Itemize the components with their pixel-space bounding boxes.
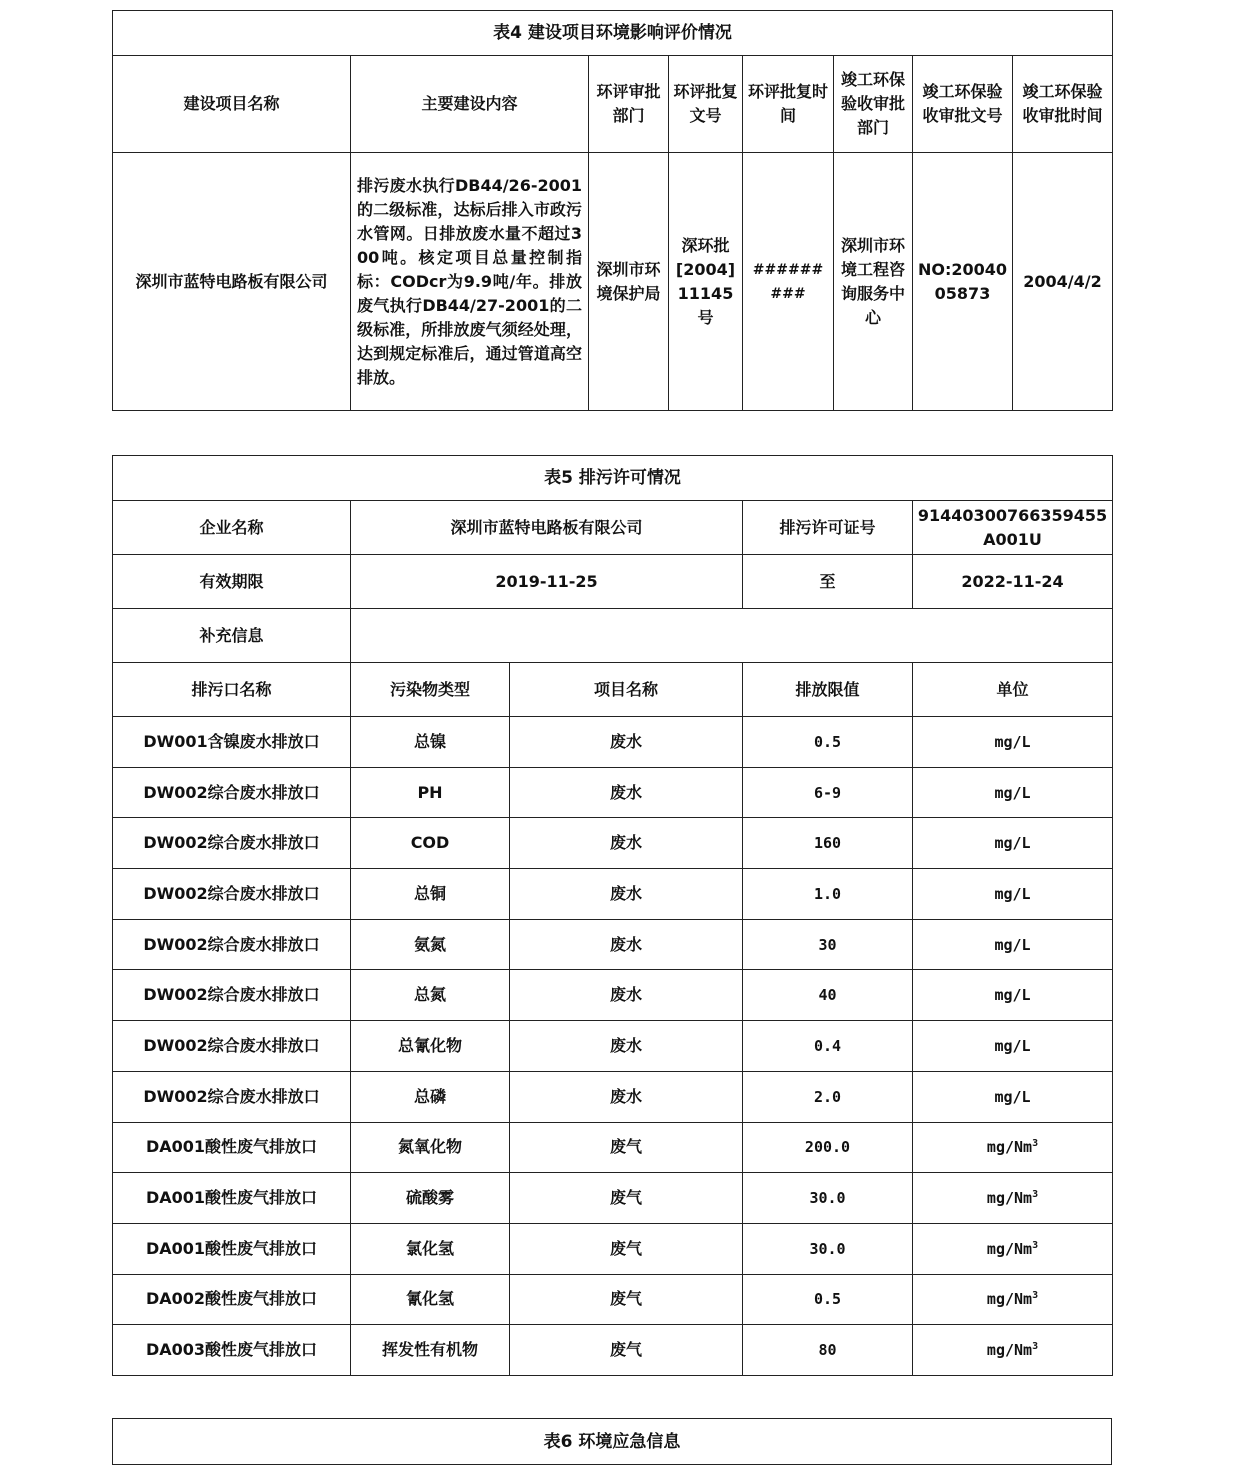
item-name-text: 废水 [609,934,642,954]
header-eia-time: 环评批复时间 [743,56,834,153]
outlet-name [113,1274,351,1325]
emission-limit [743,1021,913,1072]
pollutant-type-text: 氨氮 [413,934,446,954]
acceptance-doc-no: NO:2004005873 [913,153,1013,411]
item-name [510,1274,743,1325]
unit-text: mg/L [994,935,1031,954]
emission-limit [743,1223,913,1274]
unit [913,869,1113,920]
item-name [510,1071,743,1122]
outlet-name [113,1071,351,1122]
emission-limit [743,869,913,920]
outlet-name [113,767,351,818]
unit-superscript: 3 [1032,1239,1039,1251]
pollutant-type [351,1122,510,1173]
table-row [113,970,1113,1021]
unit [913,1173,1113,1224]
header-acceptance-time: 竣工环保验收审批时间 [1013,56,1113,153]
outlet-name [113,1223,351,1274]
item-name [510,1223,743,1274]
outlet-name-text: DA003酸性废气排放口 [145,1340,318,1360]
header-pollutant: 污染物类型 [351,663,510,717]
pollutant-type-text: 氰化氢 [405,1289,454,1309]
item-name [510,1173,743,1224]
item-name [510,869,743,920]
eia-dept: 深圳市环境保护局 [589,153,669,411]
item-name-text: 废气 [609,1238,642,1258]
item-name-text: 废水 [609,782,642,802]
item-name-text: 废气 [609,1137,642,1157]
emission-limit [743,970,913,1021]
unit [913,1071,1113,1122]
item-name-text: 废水 [609,883,642,903]
pollutant-type [351,1274,510,1325]
unit [913,1021,1113,1072]
emission-limit-text: 200.0 [804,1138,851,1157]
table-row [113,818,1113,869]
outlet-name [113,919,351,970]
item-name [510,767,743,818]
item-name-text: 废水 [609,1086,642,1106]
emission-limit [743,1071,913,1122]
unit-text: mg/Nm [986,1138,1033,1157]
outlet-name-text: DA001酸性废气排放口 [145,1137,318,1157]
unit-text: mg/L [994,732,1031,751]
company-name: 深圳市蓝特电路板有限公司 [351,501,743,555]
pollutant-type-text: 硫酸雾 [405,1188,454,1208]
permit-label: 排污许可证号 [743,501,913,555]
unit-text: mg/L [994,884,1031,903]
emission-limit-text: 1.0 [813,884,842,903]
header-unit: 单位 [913,663,1113,717]
outlet-name-text: DA001酸性废气排放口 [145,1188,318,1208]
table-row [113,1021,1113,1072]
company-label: 企业名称 [113,501,351,555]
extra-info-label: 补充信息 [113,609,351,663]
table-row [113,1122,1113,1173]
item-name-text: 废气 [609,1188,642,1208]
to-label: 至 [743,555,913,609]
table-row [113,1325,1113,1376]
eia-time: ######### [743,153,834,411]
outlet-name [113,869,351,920]
extra-info-value [351,609,1113,663]
pollutant-type-text: 总铜 [413,883,446,903]
header-item: 项目名称 [510,663,743,717]
table-row [113,767,1113,818]
acceptance-time: 2004/4/2 [1013,153,1113,411]
item-name-text: 废水 [609,833,642,853]
valid-to: 2022-11-24 [913,555,1113,609]
unit-text: mg/L [994,986,1031,1005]
outlet-name [113,818,351,869]
permit-number: 91440300766359455A001U [913,501,1113,555]
header-outlet: 排污口名称 [113,663,351,717]
outlet-name [113,1021,351,1072]
pollutant-type-text: 总磷 [413,1086,446,1106]
pollutant-type [351,1325,510,1376]
unit-text: mg/Nm [986,1239,1033,1258]
unit [913,1274,1113,1325]
emission-limit-text: 30 [818,935,837,954]
unit [913,970,1113,1021]
pollutant-type [351,970,510,1021]
pollutant-type [351,1071,510,1122]
main-content: 排污废水执行DB44/26-2001的二级标准，达标后排入市政污水管网。日排放废水量不超过300吨。核定项目总量控制指标：CODcr为9.9吨/年。排放废气执行DB44/27-2001的二级标准，所排放废气须经处理，达到规定标准后，通过管道高空排放。 [351,153,589,411]
emission-limit-text: 6-9 [813,783,842,802]
valid-from: 2019-11-25 [351,555,743,609]
pollutant-type [351,1223,510,1274]
unit-superscript: 3 [1032,1189,1039,1201]
item-name-text: 废气 [609,1340,642,1360]
outlet-name-text: DW002综合废水排放口 [143,1086,320,1106]
unit-text: mg/L [994,1036,1031,1055]
table-row [113,1223,1113,1274]
emission-limit [743,1173,913,1224]
pollutant-type-text: 氮氧化物 [397,1137,462,1157]
table-4-title: 表4 建设项目环境影响评价情况 [113,11,1113,56]
outlet-name-text: DW002综合废水排放口 [143,1035,320,1055]
outlet-name-text: DW002综合废水排放口 [143,934,320,954]
pollutant-type [351,919,510,970]
eia-doc-no: 深环批[2004]11145号 [669,153,743,411]
table-row [113,919,1113,970]
unit [913,1122,1113,1173]
unit-superscript: 3 [1032,1341,1039,1353]
item-name-text: 废水 [609,985,642,1005]
pollutant-type-text: 总氰化物 [397,1035,462,1055]
pollutant-type-text: 氯化氢 [405,1238,454,1258]
item-name-text: 废气 [609,1289,642,1309]
pollutant-type [351,1173,510,1224]
unit [913,1325,1113,1376]
pollutant-type [351,869,510,920]
table-5-title: 表5 排污许可情况 [113,456,1113,501]
item-name-text: 废水 [609,1035,642,1055]
outlet-name-text: DW002综合废水排放口 [143,883,320,903]
header-main-content: 主要建设内容 [351,56,589,153]
emission-limit-text: 80 [818,1341,837,1360]
pollutant-type-text: COD [410,833,450,853]
header-limit: 排放限值 [743,663,913,717]
header-eia-doc-no: 环评批复文号 [669,56,743,153]
table-row [113,1173,1113,1224]
item-name-text: 废水 [609,731,642,751]
outlet-name [113,717,351,768]
emission-limit [743,717,913,768]
unit-text: mg/Nm [986,1341,1033,1360]
emission-limit-text: 160 [813,834,842,853]
item-name [510,919,743,970]
emission-limit-text: 2.0 [813,1087,842,1106]
outlet-name-text: DW001含镍废水排放口 [143,731,320,751]
table-6-emergency [112,1418,1112,1465]
header-acceptance-dept: 竣工环保验收审批部门 [834,56,913,153]
item-name [510,1122,743,1173]
unit-text: mg/L [994,783,1031,802]
item-name [510,717,743,768]
unit [913,919,1113,970]
emission-limit [743,1274,913,1325]
unit-text: mg/L [994,834,1031,853]
unit-text: mg/L [994,1087,1031,1106]
unit [913,767,1113,818]
header-eia-dept: 环评审批部门 [589,56,669,153]
outlet-name [113,970,351,1021]
emission-limit-text: 0.5 [813,732,842,751]
table-row [113,1071,1113,1122]
outlet-name-text: DW002综合废水排放口 [143,782,320,802]
pollutant-type-text: 挥发性有机物 [381,1340,478,1360]
outlet-name [113,1325,351,1376]
item-name [510,1021,743,1072]
table-row [113,869,1113,920]
emission-limit-text: 0.4 [813,1036,842,1055]
emission-limit-text: 40 [818,986,837,1005]
pollutant-type [351,1021,510,1072]
unit-text: mg/Nm [986,1290,1033,1309]
permit-rows [113,717,1113,1376]
item-name [510,1325,743,1376]
emission-limit [743,1325,913,1376]
header-acceptance-doc-no: 竣工环保验收审批文号 [913,56,1013,153]
emission-limit [743,818,913,869]
unit-superscript: 3 [1032,1290,1039,1302]
header-project-name: 建设项目名称 [113,56,351,153]
outlet-name [113,1122,351,1173]
table-row [113,717,1113,768]
table-6-title: 表6 环境应急信息 [113,1419,1112,1465]
pollutant-type-text: PH [417,782,443,802]
outlet-name-text: DA001酸性废气排放口 [145,1238,318,1258]
pollutant-type-text: 总氮 [413,985,446,1005]
table-4-eia [112,10,1113,411]
emission-limit [743,919,913,970]
table-5-permit [112,455,1113,1376]
outlet-name-text: DA002酸性废气排放口 [145,1289,318,1309]
pollutant-type-text: 总镍 [413,731,446,751]
outlet-name-text: DW002综合废水排放口 [143,833,320,853]
unit-superscript: 3 [1032,1138,1039,1150]
emission-limit-text: 30.0 [809,1239,846,1258]
item-name [510,818,743,869]
outlet-name [113,1173,351,1224]
pollutant-type [351,717,510,768]
emission-limit-text: 30.0 [809,1189,846,1208]
emission-limit [743,767,913,818]
table-row [113,1274,1113,1325]
unit [913,1223,1113,1274]
unit [913,717,1113,768]
item-name [510,970,743,1021]
pollutant-type [351,818,510,869]
acceptance-dept: 深圳市环境工程咨询服务中心 [834,153,913,411]
unit [913,818,1113,869]
emission-limit-text: 0.5 [813,1290,842,1309]
emission-limit [743,1122,913,1173]
pollutant-type [351,767,510,818]
project-name: 深圳市蓝特电路板有限公司 [113,153,351,411]
unit-text: mg/Nm [986,1189,1033,1208]
outlet-name-text: DW002综合废水排放口 [143,985,320,1005]
validity-label: 有效期限 [113,555,351,609]
